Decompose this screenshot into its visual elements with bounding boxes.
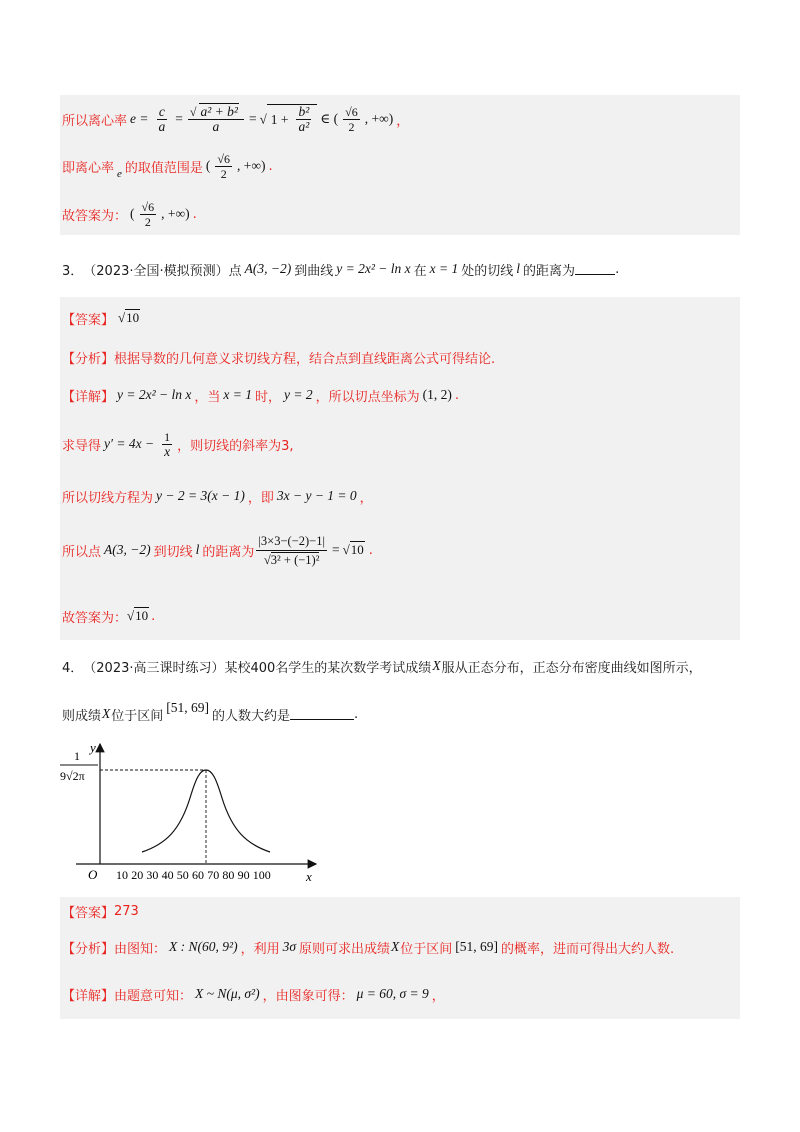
- question-3: 3． （2023·全国·模拟预测）点 A(3, −2) 到曲线 y = 2x² − ln x 在 x = 1 处的切线 l 的距离为 .: [62, 261, 620, 279]
- x-tick-label: 90: [237, 868, 250, 882]
- detail-3-line-3: 所以切线方程为 y − 2 = 3(x − 1) ，即 3x − y − 1 = 0 ，: [62, 488, 373, 506]
- y-axis-label: y: [90, 740, 96, 755]
- detail-3-line-1: 【详解】 y = 2x² − ln x ，当 x = 1 时， y = 2 ，所以切点坐标为 (1, 2) .: [62, 387, 460, 405]
- x-tick-label: 20: [131, 868, 144, 882]
- question-4-line-2: 则成绩 X 位于区间 [51, 69] 的人数大约是 .: [62, 700, 359, 724]
- question-4-line-1: 4． （2023·高三课时练习）某校400名学生的某次数学考试成绩 X 服从正态分布，正态分布密度曲线如图所示，: [62, 658, 702, 676]
- peak-denominator: 9√2π: [60, 769, 85, 783]
- answer-3: 【答案】 √10: [62, 310, 140, 328]
- x-tick-labels: [116, 868, 271, 882]
- peak-numerator: 1: [74, 749, 80, 763]
- x-tick-label: 80: [222, 868, 235, 882]
- normal-curve-graph: [58, 738, 328, 888]
- detail-3-line-2: 求导得 y′ = 4x − $\frac{1}{x}$ ，则切线的斜率为3,: [62, 429, 294, 459]
- detail-3-line-4: 所以点 A(3, −2) 到切线 l 的距离为 $\frac{|3\times 3-(-2)-1|}{\text{√3² + (−1)²}}$ = √10 .: [62, 533, 373, 567]
- x-tick-label: 70: [207, 868, 220, 882]
- detail-3-line-5: 故答案为： √10 .: [62, 608, 156, 626]
- answer-blank: [575, 263, 615, 275]
- eccentricity-line: 所以离心率 e = $\frac{c}{a}$ = $\frac{\text{√ a² + b²}}{a}$ = √ 1 + $\frac{\text{b²}}{\text{a²}}$ ∈ ( $\frac{√6}{2}$ , +∞) ，: [62, 103, 410, 134]
- eccentricity-range-line: 即离心率 e 的取值范围是 ( $\frac{√6}{2}$ , +∞) .: [62, 151, 273, 181]
- x-tick-label: 50: [176, 868, 189, 882]
- answer-line-1: 故答案为： ( $\frac{√6}{2}$ , +∞) .: [62, 199, 197, 229]
- analysis-3: 【分析】 根据导数的几何意义求切线方程，结合点到直线距离公式可得结论.: [62, 351, 496, 367]
- x-tick-label: 40: [161, 868, 174, 882]
- x-tick-label: 30: [146, 868, 159, 882]
- x-tick-label: 10: [116, 868, 128, 882]
- analysis-4: 【分析】 由图知： X : N(60, 9²) ，利用 3σ 原则可求出成绩 X 位于区间 [51, 69] 的概率，进而可得出大约人数.: [62, 939, 675, 957]
- origin-label: O: [88, 867, 98, 882]
- x-axis-label: x: [306, 869, 312, 884]
- x-tick-label: 60: [192, 868, 204, 882]
- answer-blank: [290, 708, 354, 720]
- detail-4: 【详解】 由题意可知： X ~ N(μ, σ²) ，由图象可得： μ = 60, σ = 9 ，: [62, 986, 445, 1004]
- answer-4: 【答案】 273: [62, 903, 139, 921]
- x-tick-label: 100: [252, 868, 271, 882]
